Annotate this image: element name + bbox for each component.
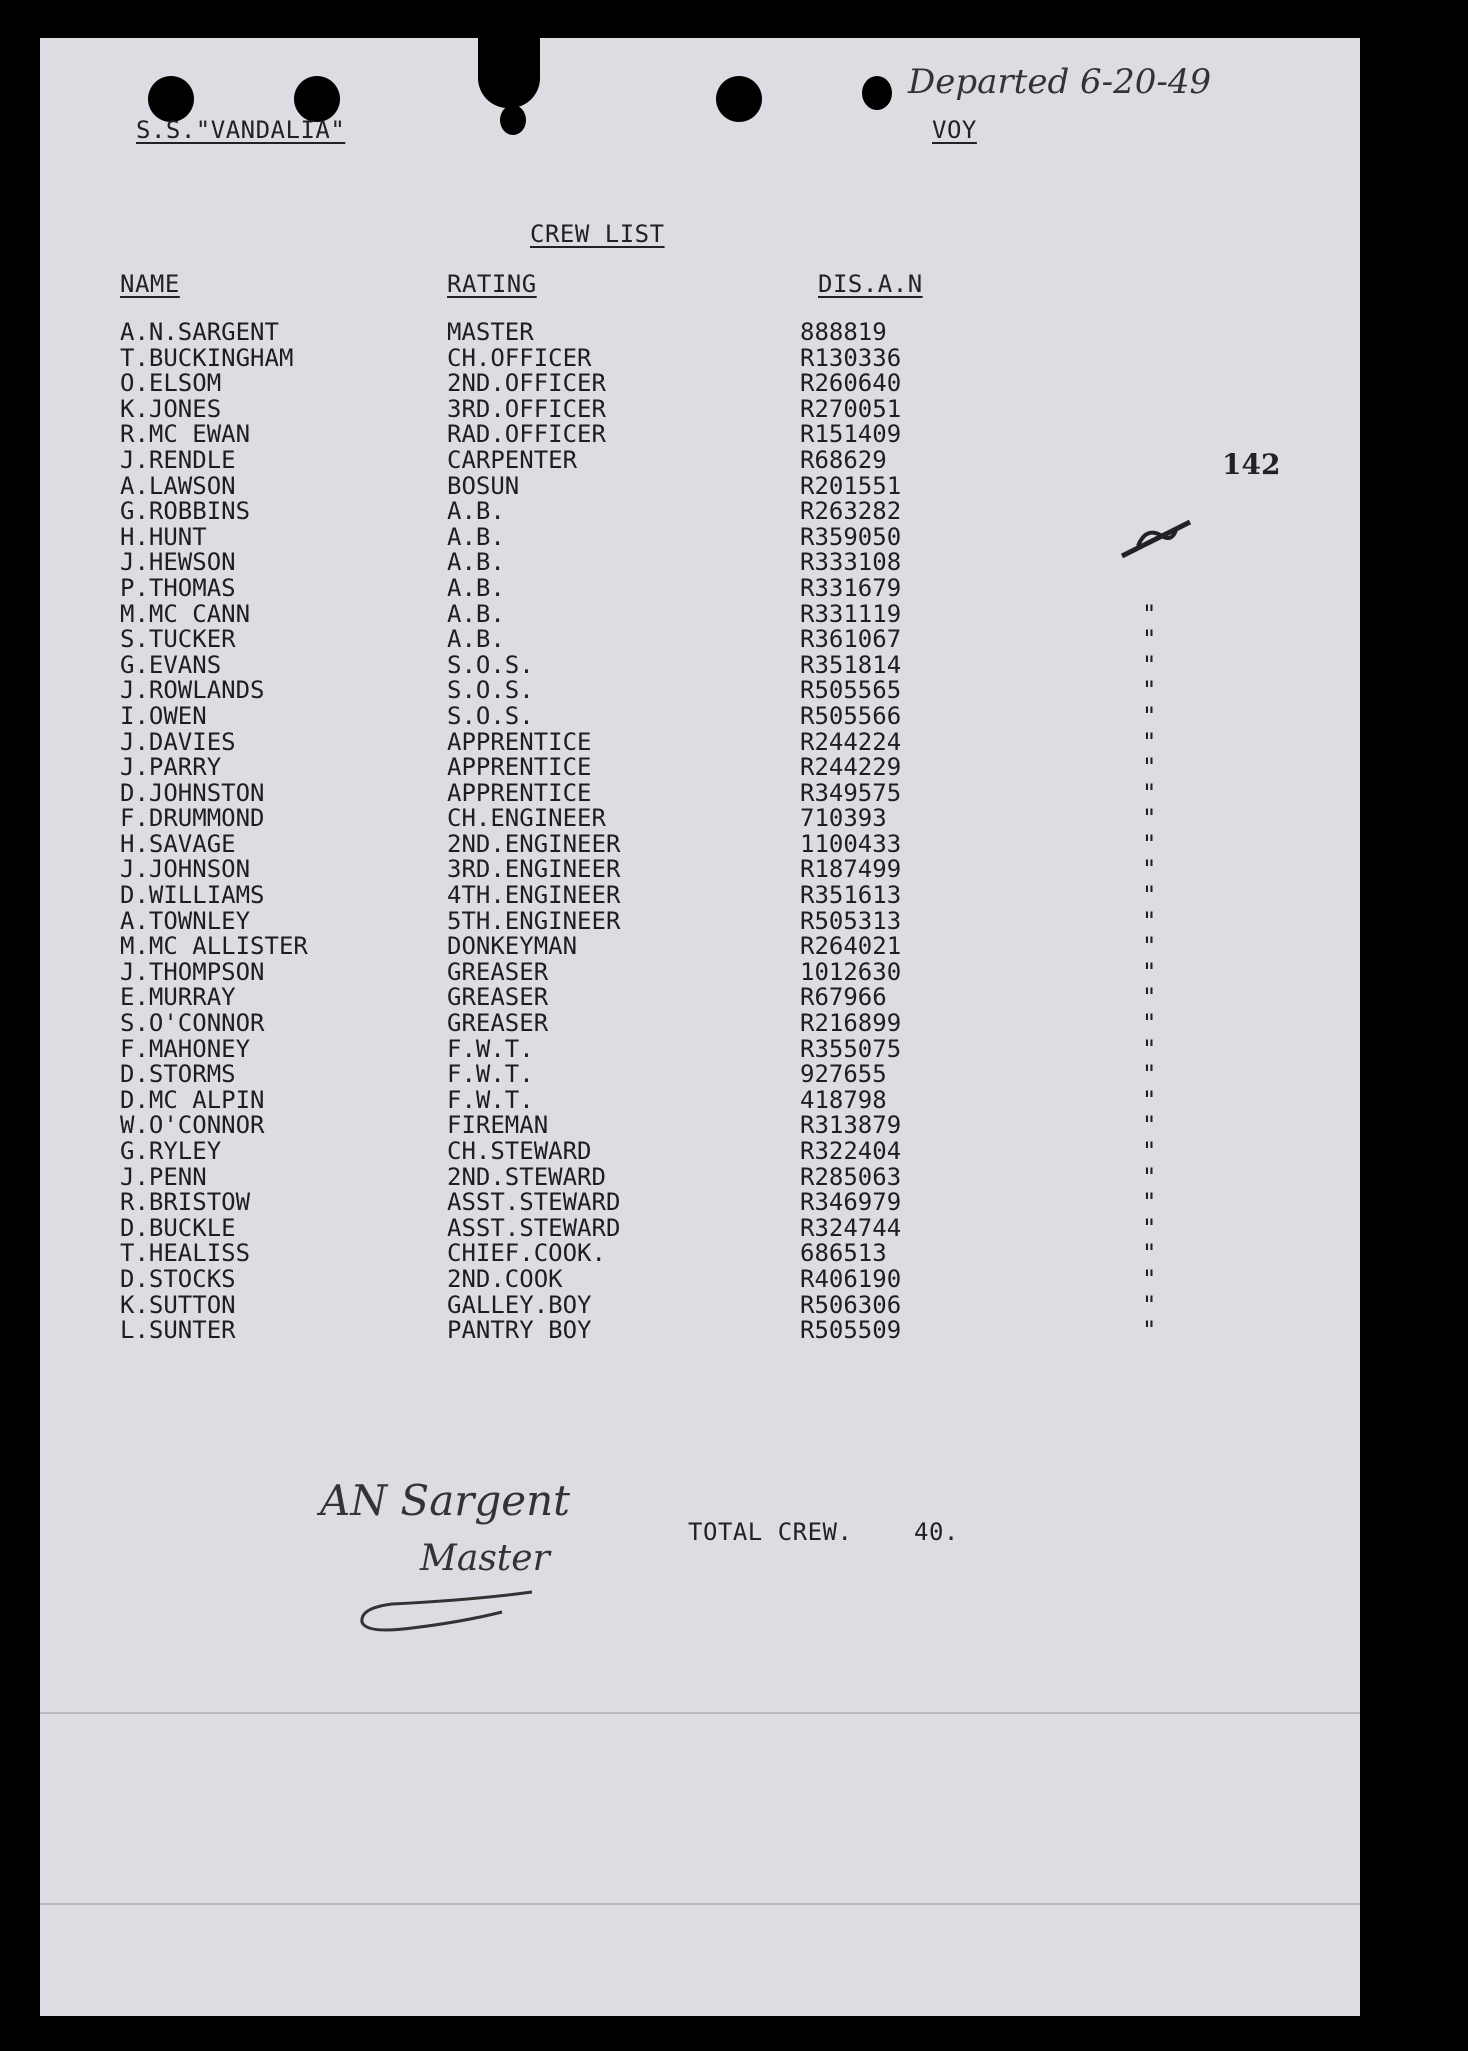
crew-dis-number: R285063 <box>800 1162 902 1191</box>
crew-name: D.BUCKLE <box>120 1213 236 1242</box>
crew-row <box>0 343 1468 372</box>
ditto-mark: " <box>1142 906 1157 935</box>
crew-row <box>0 599 1468 628</box>
ditto-mark: " <box>1142 1034 1157 1063</box>
crew-dis-number: R359050 <box>800 522 902 551</box>
crew-row <box>0 678 1468 704</box>
ditto-mark: " <box>1142 829 1157 858</box>
crew-rating: 2ND.COOK <box>447 1264 563 1293</box>
ditto-mark: " <box>1142 1009 1157 1038</box>
crew-row <box>0 985 1468 1011</box>
fold-line <box>40 1903 1360 1905</box>
crew-row <box>0 1241 1468 1267</box>
crew-row <box>0 573 1468 602</box>
document-title: CREW LIST <box>530 220 665 248</box>
crew-name: J.THOMPSON <box>120 957 265 986</box>
crew-rating: CARPENTER <box>447 445 578 474</box>
crew-dis-number: 418798 <box>800 1085 887 1114</box>
ditto-mark: " <box>1142 1111 1157 1140</box>
crew-rating: GREASER <box>447 983 549 1012</box>
ditto-mark: " <box>1142 804 1157 833</box>
crew-name: P.THOMAS <box>120 573 236 602</box>
crew-dis-number: R505565 <box>800 676 902 705</box>
crew-dis-number: R260640 <box>800 369 902 398</box>
crew-row <box>0 906 1468 935</box>
crew-row <box>0 701 1468 730</box>
crew-name: G.EVANS <box>120 650 222 679</box>
ditto-mark: " <box>1142 1085 1157 1114</box>
crew-row <box>0 445 1468 474</box>
crew-name: R.MC EWAN <box>120 420 251 449</box>
crew-name: T.HEALISS <box>120 1239 251 1268</box>
crew-rating: A.B. <box>447 522 505 551</box>
ditto-mark: " <box>1142 932 1157 961</box>
crew-name: J.PENN <box>120 1162 207 1191</box>
crew-row <box>0 422 1468 448</box>
crew-rating: 3RD.OFFICER <box>447 394 606 423</box>
crew-dis-number: R68629 <box>800 445 887 474</box>
crew-dis-number: R355075 <box>800 1034 902 1063</box>
crew-name: J.HEWSON <box>120 548 236 577</box>
crew-rating: S.O.S. <box>447 676 534 705</box>
crew-dis-number: R505566 <box>800 701 902 730</box>
crew-rating: F.W.T. <box>447 1060 534 1089</box>
crew-name: I.OWEN <box>120 701 207 730</box>
crew-rating: A.B. <box>447 548 505 577</box>
crew-row <box>0 1062 1468 1088</box>
ditto-mark: " <box>1142 778 1157 807</box>
crew-row <box>0 883 1468 909</box>
crew-rating: RAD.OFFICER <box>447 420 606 449</box>
crew-name: H.SAVAGE <box>120 829 236 858</box>
crew-dis-number: 1100433 <box>800 829 902 858</box>
ditto-mark: " <box>1142 1162 1157 1191</box>
crew-name: J.ROWLANDS <box>120 676 265 705</box>
ditto-mark: " <box>1142 1188 1157 1217</box>
crew-rating: GALLEY.BOY <box>447 1290 592 1319</box>
crew-dis-number: R351814 <box>800 650 902 679</box>
crew-name: J.DAVIES <box>120 727 236 756</box>
crew-row <box>0 1213 1468 1242</box>
crew-dis-number: R270051 <box>800 394 902 423</box>
ditto-mark: " <box>1142 625 1157 654</box>
crew-row <box>0 829 1468 858</box>
crew-name: M.MC CANN <box>120 599 251 628</box>
ditto-mark: " <box>1142 957 1157 986</box>
punch-hole <box>862 76 892 110</box>
page-number: 142 <box>1222 448 1281 481</box>
ditto-mark: " <box>1142 1213 1157 1242</box>
crew-dis-number: R67966 <box>800 983 887 1012</box>
crew-name: S.TUCKER <box>120 625 236 654</box>
crew-dis-number: 1012630 <box>800 957 902 986</box>
crew-rating: GREASER <box>447 1009 549 1038</box>
crew-name: O.ELSOM <box>120 369 222 398</box>
crew-rating: A.B. <box>447 497 505 526</box>
crew-rating: 2ND.ENGINEER <box>447 829 621 858</box>
crew-dis-number: 927655 <box>800 1060 887 1089</box>
crew-row <box>0 934 1468 960</box>
crew-rating: CH.OFFICER <box>447 343 592 372</box>
ditto-mark: " <box>1142 1264 1157 1293</box>
crew-dis-number: R201551 <box>800 471 902 500</box>
crew-rating: 2ND.OFFICER <box>447 369 606 398</box>
torn-edge <box>478 38 540 108</box>
crew-name: L.SUNTER <box>120 1316 236 1345</box>
voyage-label: VOY <box>932 116 977 144</box>
crew-name: A.LAWSON <box>120 471 236 500</box>
crew-name: J.JOHNSON <box>120 855 251 884</box>
crew-row <box>0 1264 1468 1293</box>
crew-row <box>0 627 1468 653</box>
crew-name: A.TOWNLEY <box>120 906 251 935</box>
crew-row <box>0 499 1468 525</box>
crew-row <box>0 522 1468 551</box>
crew-name: G.RYLEY <box>120 1137 222 1165</box>
crew-dis-number: R264021 <box>800 932 902 961</box>
ditto-mark: " <box>1142 1239 1157 1268</box>
departed-handwritten-note: Departed 6-20-49 <box>908 62 1212 102</box>
crew-name: F.DRUMMOND <box>120 804 265 833</box>
ditto-mark: " <box>1142 676 1157 705</box>
crew-rating: MASTER <box>447 318 534 346</box>
crew-name: K.JONES <box>120 394 222 423</box>
crew-name: E.MURRAY <box>120 983 236 1012</box>
crew-dis-number: R505509 <box>800 1316 902 1345</box>
ditto-mark: " <box>1142 727 1157 756</box>
crew-dis-number: R216899 <box>800 1009 902 1038</box>
crew-dis-number: R263282 <box>800 497 902 526</box>
crew-rating: GREASER <box>447 957 549 986</box>
crew-dis-number: 888819 <box>800 318 887 346</box>
crew-rating: 3RD.ENGINEER <box>447 855 621 884</box>
crew-rating: ASST.STEWARD <box>447 1188 621 1217</box>
crew-dis-number: R130336 <box>800 343 902 372</box>
crew-rating: S.O.S. <box>447 701 534 730</box>
column-header-rating: RATING <box>447 270 537 298</box>
crew-row <box>0 650 1468 679</box>
ditto-mark: " <box>1142 1290 1157 1319</box>
crew-dis-number: R313879 <box>800 1111 902 1140</box>
crew-name: M.MC ALLISTER <box>120 932 308 961</box>
crew-dis-number: 686513 <box>800 1239 887 1268</box>
ditto-mark: " <box>1142 650 1157 679</box>
ditto-mark: " <box>1142 983 1157 1012</box>
crew-name: D.MC ALPIN <box>120 1085 265 1114</box>
crew-dis-number: R361067 <box>800 625 902 654</box>
ditto-mark: " <box>1142 881 1157 910</box>
crew-name: F.MAHONEY <box>120 1034 251 1063</box>
crew-name: J.RENDLE <box>120 445 236 474</box>
crew-name: R.BRISTOW <box>120 1188 251 1217</box>
crew-name: H.HUNT <box>120 522 207 551</box>
crew-list <box>0 320 1468 1344</box>
ditto-mark: " <box>1142 855 1157 884</box>
crew-dis-number: R505313 <box>800 906 902 935</box>
crew-row <box>0 1162 1468 1191</box>
signature-flourish <box>352 1582 542 1642</box>
crew-rating: CHIEF.COOK. <box>447 1239 606 1268</box>
crew-rating: FIREMAN <box>447 1111 549 1140</box>
crew-dis-number: R346979 <box>800 1188 902 1217</box>
crew-rating: PANTRY BOY <box>447 1316 592 1345</box>
master-signature: AN Sargent <box>320 1476 570 1525</box>
crew-row <box>0 394 1468 423</box>
crew-row <box>0 550 1468 576</box>
crew-name: D.STOCKS <box>120 1264 236 1293</box>
crew-rating: BOSUN <box>447 471 520 500</box>
crew-row <box>0 806 1468 832</box>
ditto-mark: " <box>1142 1060 1157 1089</box>
ditto-mark: " <box>1142 1316 1157 1345</box>
crew-dis-number: R331679 <box>800 573 902 602</box>
torn-edge <box>500 105 526 135</box>
crew-name: S.O'CONNOR <box>120 1009 265 1038</box>
crew-name: D.WILLIAMS <box>120 881 265 910</box>
crew-dis-number: R333108 <box>800 548 902 577</box>
crew-row <box>0 857 1468 883</box>
crew-name: A.N.SARGENT <box>120 318 279 346</box>
crew-dis-number: R151409 <box>800 420 902 449</box>
crew-dis-number: R322404 <box>800 1137 902 1165</box>
punch-hole <box>716 76 762 122</box>
crew-row <box>0 1290 1468 1319</box>
crew-rating: 4TH.ENGINEER <box>447 881 621 910</box>
crew-name: G.ROBBINS <box>120 497 251 526</box>
ditto-mark: " <box>1142 753 1157 782</box>
crew-rating: F.W.T. <box>447 1085 534 1114</box>
crew-dis-number: R331119 <box>800 599 902 628</box>
crew-name: W.O'CONNOR <box>120 1111 265 1140</box>
ditto-mark: " <box>1142 599 1157 628</box>
crew-row <box>0 778 1468 807</box>
crew-row <box>0 1034 1468 1063</box>
crew-rating: F.W.T. <box>447 1034 534 1063</box>
crew-row <box>0 1113 1468 1139</box>
crew-dis-number: 710393 <box>800 804 887 833</box>
crew-row <box>0 371 1468 397</box>
total-crew-value: 40. <box>914 1518 959 1546</box>
ship-name: S.S."VANDALIA" <box>136 116 346 144</box>
crew-dis-number: R324744 <box>800 1213 902 1242</box>
crew-name: D.JOHNSTON <box>120 778 265 807</box>
crew-rating: 5TH.ENGINEER <box>447 906 621 935</box>
crew-rating: CH.ENGINEER <box>447 804 606 833</box>
ditto-mark: " <box>1142 1137 1157 1165</box>
crew-name: J.PARRY <box>120 753 222 782</box>
crew-dis-number: R244229 <box>800 753 902 782</box>
crew-rating: A.B. <box>447 599 505 628</box>
fold-line <box>40 1712 1360 1714</box>
crew-name: K.SUTTON <box>120 1290 236 1319</box>
crew-rating: APPRENTICE <box>447 727 592 756</box>
crew-name: D.STORMS <box>120 1060 236 1089</box>
crew-row <box>0 1011 1468 1037</box>
crew-dis-number: R244224 <box>800 727 902 756</box>
crew-row <box>0 1139 1468 1165</box>
crew-dis-number: R351613 <box>800 881 902 910</box>
column-header-name: NAME <box>120 270 180 298</box>
crew-rating: 2ND.STEWARD <box>447 1162 606 1191</box>
crew-row <box>0 1190 1468 1216</box>
crew-rating: A.B. <box>447 625 505 654</box>
crew-rating: APPRENTICE <box>447 778 592 807</box>
strikeout-mark <box>1116 506 1196 562</box>
crew-rating: APPRENTICE <box>447 753 592 782</box>
ditto-mark: " <box>1142 701 1157 730</box>
crew-row <box>0 471 1468 500</box>
crew-dis-number: R406190 <box>800 1264 902 1293</box>
crew-row <box>0 727 1468 756</box>
crew-row <box>0 1085 1468 1114</box>
total-crew-label: TOTAL CREW. <box>688 1518 853 1546</box>
crew-rating: DONKEYMAN <box>447 932 578 961</box>
crew-name: T.BUCKINGHAM <box>120 343 294 372</box>
crew-rating: S.O.S. <box>447 650 534 679</box>
crew-rating: CH.STEWARD <box>447 1137 592 1165</box>
crew-row <box>0 1318 1468 1344</box>
crew-dis-number: R187499 <box>800 855 902 884</box>
crew-dis-number: R506306 <box>800 1290 902 1319</box>
column-header-dis: DIS.A.N <box>818 270 923 298</box>
signature-title: Master <box>420 1538 550 1579</box>
crew-row <box>0 755 1468 781</box>
crew-row <box>0 957 1468 986</box>
crew-row <box>0 320 1468 346</box>
crew-rating: ASST.STEWARD <box>447 1213 621 1242</box>
crew-rating: A.B. <box>447 573 505 602</box>
crew-dis-number: R349575 <box>800 778 902 807</box>
